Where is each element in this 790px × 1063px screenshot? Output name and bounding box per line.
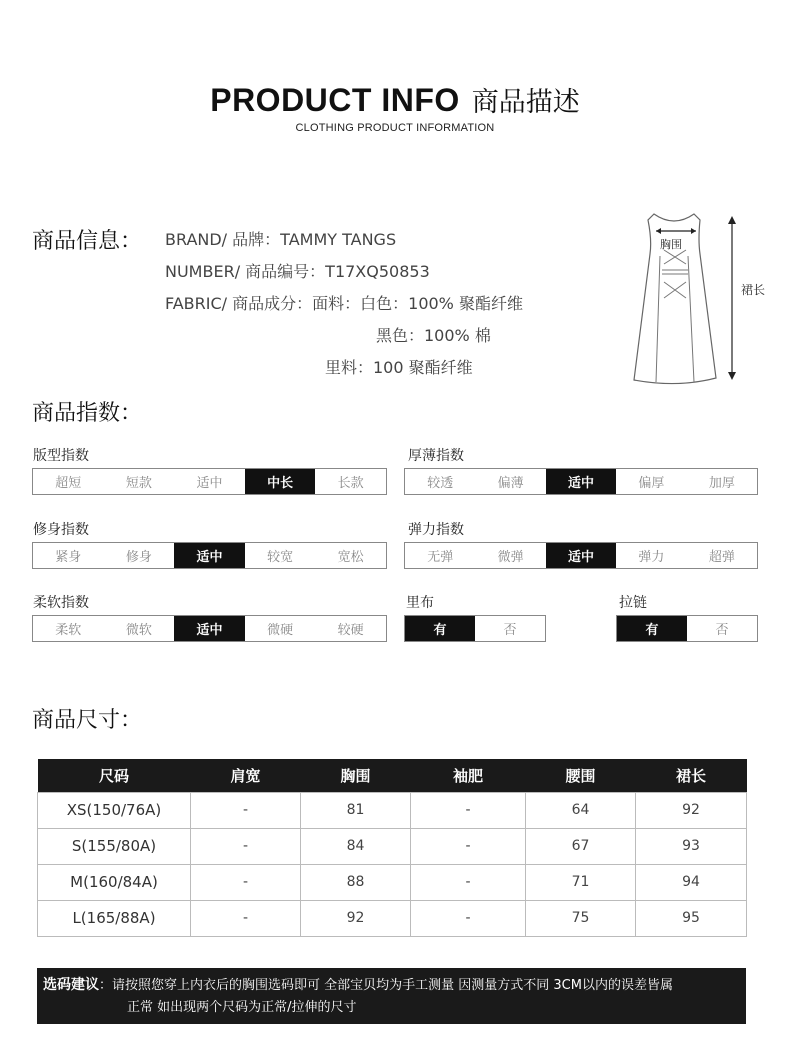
subtitle: CLOTHING PRODUCT INFORMATION	[295, 122, 495, 134]
fabric-line: FABRIC/ 商品成分：面料：白色：100% 聚酯纤维	[165, 294, 523, 313]
table-row	[38, 864, 747, 900]
slim-option: 较宽	[267, 550, 294, 565]
fabric-black-line: 黑色：100% 棉	[376, 326, 491, 345]
table-cell: -	[191, 900, 301, 936]
table-cell: -	[191, 864, 301, 900]
fit-index-label: 版型指数	[33, 448, 89, 464]
size-cell: L(165/88A)	[38, 900, 191, 936]
table-cell: 84	[301, 828, 411, 864]
slim-index-bar	[32, 542, 387, 569]
size-heading: 商品尺寸：	[32, 708, 143, 733]
table-row	[38, 792, 747, 828]
size-cell: XS(150/76A)	[38, 792, 191, 828]
notice-line-1	[43, 974, 740, 997]
table-cell: -	[191, 828, 301, 864]
slim-option: 修身	[125, 550, 152, 565]
notice-label: 选码建议	[43, 977, 99, 993]
zipper-index-label: 拉链	[619, 595, 647, 611]
brand-line: BRAND/ 品牌：TAMMY TANGS	[165, 230, 397, 249]
table-header-row	[38, 759, 747, 792]
column-header: 肩宽	[191, 759, 301, 792]
product-info-heading: 商品信息：	[32, 229, 143, 254]
notice-text-2: 正常 如出现两个尺码为正常/拉伸的尺寸	[127, 1000, 357, 1015]
zipper-option: 否	[715, 623, 729, 638]
table-cell: 64	[526, 792, 636, 828]
slim-option: 宽松	[337, 550, 364, 565]
thickness-option: 偏薄	[497, 476, 524, 491]
thickness-option: 偏厚	[638, 476, 665, 491]
title-en: PRODUCT INFO	[210, 82, 460, 118]
soft-option: 微硬	[267, 623, 294, 638]
elastic-option: 弹力	[638, 550, 665, 565]
table-cell: -	[191, 792, 301, 828]
table-cell: 92	[301, 900, 411, 936]
fit-option: 短款	[125, 476, 152, 491]
soft-option-selected: 适中	[174, 616, 245, 641]
elastic-option-selected: 适中	[546, 543, 616, 568]
elastic-option: 超弹	[708, 550, 735, 565]
column-header: 尺码	[38, 759, 191, 792]
size-table	[37, 759, 747, 937]
page-title	[0, 80, 790, 119]
table-cell: 93	[636, 828, 747, 864]
size-advice-notice	[37, 968, 746, 1024]
table-row	[38, 828, 747, 864]
column-header: 裙长	[636, 759, 747, 792]
chest-label: 胸围	[660, 238, 682, 251]
length-label: 裙长	[741, 283, 766, 297]
slim-option: 紧身	[55, 550, 82, 565]
fit-option-selected: 中长	[245, 469, 316, 494]
table-cell: 95	[636, 900, 747, 936]
thickness-option: 加厚	[708, 476, 735, 491]
thickness-option-selected: 适中	[546, 469, 616, 494]
title-cn: 商品描述	[471, 87, 580, 118]
zipper-option-selected: 有	[617, 616, 687, 641]
table-cell: -	[411, 900, 526, 936]
lining-index-label: 里布	[406, 595, 434, 611]
thickness-index-bar	[404, 468, 758, 495]
thickness-option: 较透	[427, 476, 454, 491]
notice-text-1: ：请按照您穿上内衣后的胸围选码即可 全部宝贝均为手工测量 因测量方式不同 3CM以内的误差皆属	[99, 978, 673, 993]
fit-option: 超短	[55, 476, 82, 491]
table-cell: 67	[526, 828, 636, 864]
lining-index-bar	[404, 615, 546, 642]
column-header: 胸围	[301, 759, 411, 792]
table-cell: 81	[301, 792, 411, 828]
table-cell: -	[411, 864, 526, 900]
soft-option: 较硬	[337, 623, 364, 638]
lining-option: 否	[503, 623, 517, 638]
number-line: NUMBER/ 商品编号：T17XQ50853	[165, 262, 430, 281]
size-cell: M(160/84A)	[38, 864, 191, 900]
elastic-option: 微弹	[497, 550, 524, 565]
elastic-option: 无弹	[427, 550, 454, 565]
column-header: 腰围	[526, 759, 636, 792]
table-cell: -	[411, 828, 526, 864]
indices-heading: 商品指数：	[32, 401, 143, 426]
soft-index-bar	[32, 615, 387, 642]
slim-index-label: 修身指数	[33, 522, 89, 538]
soft-option: 微软	[125, 623, 152, 638]
lining-option-selected: 有	[405, 616, 475, 641]
elastic-index-label: 弹力指数	[408, 522, 464, 538]
soft-option: 柔软	[55, 623, 82, 638]
zipper-index-bar	[616, 615, 758, 642]
column-header: 袖肥	[411, 759, 526, 792]
fit-option: 长款	[337, 476, 364, 491]
size-cell: S(155/80A)	[38, 828, 191, 864]
thickness-index-label: 厚薄指数	[408, 448, 464, 464]
elastic-index-bar	[404, 542, 758, 569]
table-row	[38, 900, 747, 936]
table-cell: 88	[301, 864, 411, 900]
table-cell: 75	[526, 900, 636, 936]
slim-option-selected: 适中	[174, 543, 245, 568]
fit-option: 适中	[196, 476, 223, 491]
table-cell: -	[411, 792, 526, 828]
soft-index-label: 柔软指数	[33, 595, 89, 611]
table-cell: 94	[636, 864, 747, 900]
table-cell: 71	[526, 864, 636, 900]
table-cell: 92	[636, 792, 747, 828]
fit-index-bar	[32, 468, 387, 495]
lining-line: 里料：100 聚酯纤维	[325, 358, 473, 377]
dress-diagram	[620, 206, 780, 386]
